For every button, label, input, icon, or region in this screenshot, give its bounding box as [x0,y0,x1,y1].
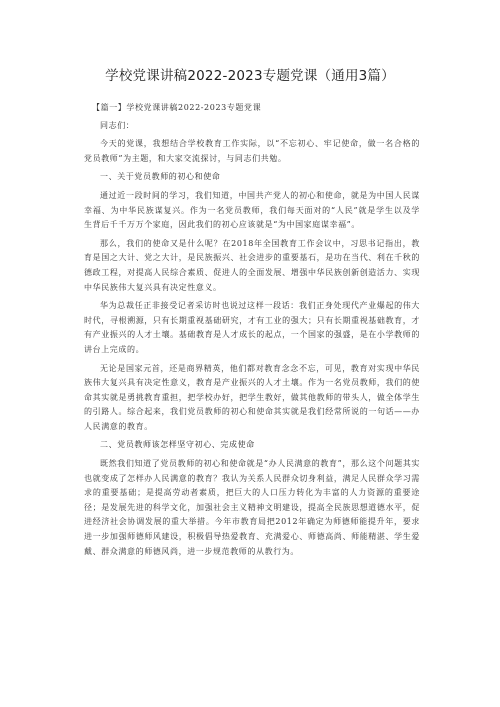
greeting: 同志们： [100,120,135,130]
paragraph-3: 华为总裁任正非接受记者采访时也说过这样一段话：我们正身处现代产业爆起的伟大时代，寻根溯源，只有长期重视基础研究，才有工业的强大；只有长期重视基础教育，才有产业振兴的人才土壤。基础教育是人才成长的起点，一个国家的强盛，是在小学教师的讲台上完成的。 [84,301,420,354]
paragraph-intro: 今天的党课，我想结合学校教育工作实际，以“不忘初心、牢记使命，做一名合格的党员教师”为主题，和大家交流探讨，与同志们共勉。 [84,139,420,163]
paragraph-1: 通过近一段时间的学习，我们知道，中国共产党人的初心和使命，就是为中国人民谋幸福、为中华民族谋复兴。作为一名党员教师，我们每天面对的“人民”就是学生以及学生背后千千万万个家庭，因此我们的初心应该就是“为中国家庭谋幸福”。 [84,190,420,230]
paragraph-5: 既然我们知道了党员教师的初心和使命就是“办人民满意的教育”，那么这个问题其实也就变成了怎样办人民满意的教育？我认为关系人民群众切身利益，满足人民群众学习需求的重要基础；是提高劳动者素质，把巨大的人口压力转化为丰富的人力资源的重要途径；是发展先进的科学文化，加强社会主义精神文明建设，提高全民族思想道德水平，促进经济社会协调发展的重大举措。今年市教育局把2012年确定为师德师能提升年，要求进一步加强师德师风建设，积极倡导热爱教育、充满爱心、师德高尚、师能精湛、学生爱戴、群众满意的师德风尚，进一步规范教师的从教行为。 [84,459,420,556]
section-heading-2: 二、党员教师该怎样坚守初心、完成使命 [100,440,255,450]
paragraph-4: 无论是国家元首，还是商界精英，他们都对教育念念不忘，可见，教育对实现中华民族伟大复兴具有决定性意义，教育是产业振兴的人才土壤。作为一名党员教师，我们的使命其实就是勇挑教育重担，把学校办好，把学生教好，做其他教师的带头人，做全体学生的引路人。综合起来，我们党员教师的初心和使命其实就是我们经常所说的一句话——办人民满意的教育。 [84,363,420,431]
document-body [84,101,420,563]
article-heading: 【篇一】学校党课讲稿2022-2023专题党课 [92,103,262,112]
document-title: 学校党课讲稿2022-2023专题党课（通用3篇） [105,68,395,84]
paragraph-2: 那么，我们的使命又是什么呢？在2018年全国教育工作会议中，习思书记指出，教育是国之大计、党之大计，是民族振兴、社会进步的重要基石，是功在当代、利在千秋的德政工程，对提高人民综合素质、促进人的全面发展、增强中华民族创新创造活力、实现中华民族伟大复兴具有决定性意义。 [84,238,420,292]
section-heading-1: 一、关于党员教师的初心和使命 [100,172,221,182]
